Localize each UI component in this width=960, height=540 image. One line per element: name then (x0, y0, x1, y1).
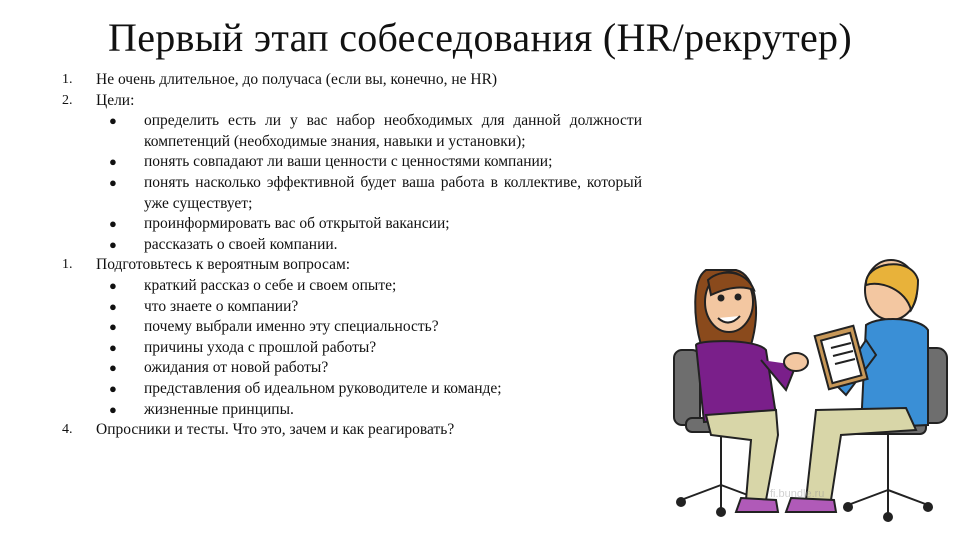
list-item (62, 255, 642, 276)
item-text: Опросники и тесты. Что это, зачем и как реагировать? (96, 421, 455, 439)
slide-title: Первый этап собеседования (HR/рекрутер) (108, 15, 852, 60)
bullet-dot-icon: ● (109, 236, 117, 252)
bullet-dot-icon: ● (109, 339, 117, 355)
item-number: 1. (62, 257, 73, 273)
bullet-item (62, 297, 642, 318)
bullet-item (62, 338, 642, 359)
bullet-text: жизненные принципы. (144, 400, 294, 418)
man-figure (786, 260, 928, 512)
bullet-dot-icon: ● (109, 154, 117, 170)
bullet-text: почему выбрали именно эту специальность? (144, 318, 439, 336)
bullet-text: понять совпадают ли ваши ценности с ценностями компании; (144, 153, 553, 171)
item-text: Цели: (96, 91, 135, 109)
bullet-dot-icon: ● (109, 216, 117, 232)
watermark: fi.bundle.ru (770, 488, 825, 500)
bullet-dot-icon: ● (109, 174, 117, 190)
bullet-item (62, 214, 642, 235)
bullet-list (62, 111, 642, 255)
list-item (62, 91, 642, 112)
item-number: 1. (62, 72, 73, 87)
bullet-text: что знаете о компании? (144, 297, 299, 315)
bullet-dot-icon: ● (109, 298, 117, 314)
bullet-item (62, 173, 642, 214)
bullet-dot-icon: ● (109, 380, 117, 396)
bullet-item (62, 111, 642, 152)
list-item (62, 420, 642, 441)
bullet-text: ожидания от новой работы? (144, 359, 329, 377)
bullet-dot-icon: ● (109, 319, 117, 335)
bullet-text: понять насколько эффективной будет ваша работа в коллективе, который уже существует; (144, 173, 642, 212)
bullet-text: представления об идеальном руководителе и команде; (144, 379, 502, 397)
bullet-item (62, 400, 642, 421)
bullet-dot-icon: ● (109, 277, 117, 293)
bullet-item (62, 317, 642, 338)
item-number: 4. (62, 422, 73, 438)
bullet-item (62, 152, 642, 173)
bullet-item (62, 276, 642, 297)
bullet-text: причины ухода с прошлой работы? (144, 338, 377, 356)
bullet-list (62, 276, 642, 420)
bullet-dot-icon: ● (109, 401, 117, 417)
bullet-dot-icon: ● (109, 113, 117, 129)
bullet-item (62, 358, 642, 379)
item-text: Подготовьтесь к вероятным вопросам: (96, 256, 351, 274)
bullet-text: определить есть ли у вас набор необходимых для данной должности компетенций (необходимые знания, навыки и установки); (144, 112, 642, 150)
bullet-item (62, 379, 642, 400)
bullet-dot-icon: ● (109, 360, 117, 376)
bullet-text: рассказать о своей компании. (144, 235, 338, 253)
bullet-text: проинформировать вас об открытой вакансии; (144, 215, 450, 233)
bullet-item (62, 235, 642, 256)
item-number: 2. (62, 92, 73, 108)
bullet-text: краткий рассказ о себе и своем опыте; (144, 276, 397, 294)
content-list (62, 70, 642, 441)
list-item (62, 70, 642, 91)
woman-figure (695, 270, 808, 512)
item-text: Не очень длительное, до получаса (если вы, конечно, не HR) (96, 71, 498, 88)
